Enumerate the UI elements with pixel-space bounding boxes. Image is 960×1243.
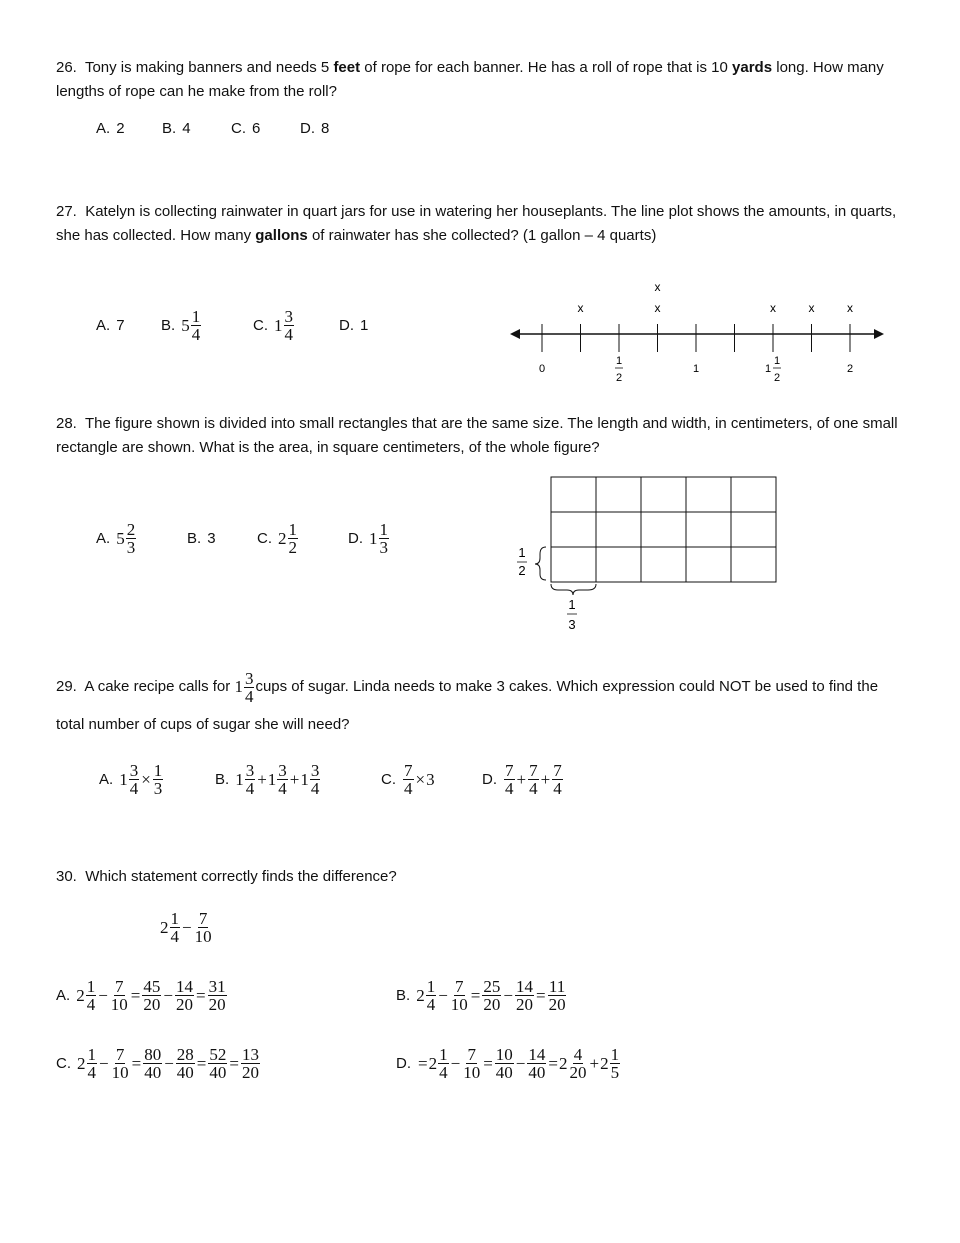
line-plot-x-mark: x bbox=[770, 301, 776, 315]
tick-label-half-num: 1 bbox=[615, 355, 623, 367]
q30-text: Which statement correctly finds the difference? bbox=[85, 868, 397, 885]
data-marks bbox=[578, 280, 854, 315]
tick-label-1half-num: 1 bbox=[773, 355, 781, 367]
q29-choices bbox=[99, 762, 564, 797]
q27-bold-gallons: gallons bbox=[255, 227, 308, 244]
tick-marks bbox=[542, 324, 850, 352]
q26-choices bbox=[96, 120, 329, 137]
q27-choice-d[interactable]: D. 1 bbox=[339, 317, 369, 334]
q29-choice-d[interactable]: D. $\frac{7}{4}$ + $\frac{7}{4}$ + $\frac{7}{4}$ bbox=[482, 761, 562, 798]
small-rectangle bbox=[596, 547, 641, 582]
small-rectangle bbox=[641, 477, 686, 512]
q27-text-b: of rainwater has she collected? (1 gallon – 4 quarts) bbox=[307, 227, 657, 244]
question-28 bbox=[56, 412, 906, 460]
q26-text-a: Tony is making banners and needs 5 bbox=[84, 59, 334, 76]
width-brace-icon bbox=[535, 547, 546, 580]
q28-choice-a[interactable]: A. 5 $\frac{2}{3}$ bbox=[96, 520, 136, 557]
right-arrow-icon bbox=[874, 329, 884, 339]
length-label-num: 1 bbox=[568, 597, 576, 612]
small-rectangle bbox=[641, 512, 686, 547]
q28-choice-d[interactable]: D. 1 $\frac{1}{3}$ bbox=[348, 520, 388, 557]
width-label-den: 2 bbox=[518, 563, 526, 578]
q30-choice-b[interactable]: B. 2 $\frac{1}{4}$ − $\frac{7}{10}$ = $\frac{25}{20}$ − $\frac{14}{20}$ = $\frac{11}{20}$ bbox=[396, 977, 566, 1014]
q29-text-b: cups of sugar. Linda needs to make 3 cakes. Which expression could NOT be used to find the total number of cups of sugar she will need? bbox=[56, 678, 879, 734]
small-rectangle bbox=[686, 512, 731, 547]
q30-number: 30. bbox=[56, 868, 77, 885]
q30-expression: 2 $\frac{1}{4}$ − $\frac{7}{10}$ bbox=[160, 909, 212, 946]
tick-label-1: 1 bbox=[692, 363, 700, 375]
tick-label-0: 0 bbox=[538, 363, 546, 375]
length-label-den: 3 bbox=[568, 617, 576, 632]
line-plot-x-mark: x bbox=[577, 301, 584, 315]
q28-choice-b[interactable]: B. 3 bbox=[187, 530, 216, 547]
q27-choice-c[interactable]: C. 1 $\frac{3}{4}$ bbox=[253, 307, 293, 344]
q29-number: 29. bbox=[56, 678, 77, 695]
q29-choice-a[interactable]: A. 1 $\frac{3}{4}$ × $\frac{1}{3}$ bbox=[99, 761, 163, 798]
q26-bold-yards: yards bbox=[732, 59, 773, 76]
tick-label-half-den: 2 bbox=[615, 372, 623, 384]
small-rectangle bbox=[686, 477, 731, 512]
small-rectangle bbox=[731, 477, 776, 512]
q26-choice-a[interactable]: A. 2 bbox=[96, 120, 125, 137]
q26-choice-c[interactable]: C. 6 bbox=[231, 120, 261, 137]
small-rectangle bbox=[551, 477, 596, 512]
q26-text-c: long. How many lengths of rope can he make from the roll? bbox=[56, 59, 884, 100]
q30-choice-a[interactable]: A. 2 $\frac{1}{4}$ − $\frac{7}{10}$ = $\frac{45}{20}$ − $\frac{14}{20}$ = $\frac{31}{20}$ bbox=[56, 977, 226, 1014]
q28-text: The figure shown is divided into small rectangles that are the same size. The length and width, in centimeters, of one small rectangle are shown. What is the area, in square centimeters, of the whole figure? bbox=[56, 415, 898, 456]
q26-choice-b[interactable]: B. 4 bbox=[162, 120, 191, 137]
q29-text-a: A cake recipe calls for bbox=[84, 678, 235, 695]
line-plot-x-mark: x bbox=[847, 301, 853, 315]
q28-choice-c[interactable]: C. 2 $\frac{1}{2}$ bbox=[257, 520, 297, 557]
small-rectangle bbox=[596, 512, 641, 547]
question-29: 29. A cake recipe calls for 1 $\frac{3}{4}$ cups of sugar. Linda needs to make 3 cakes. Which expression could NOT be used to find the total number of cups of sugar she will need? bbox=[56, 668, 879, 734]
q27-choice-b[interactable]: B. 5 $\frac{1}{4}$ bbox=[161, 307, 201, 344]
small-rectangle bbox=[731, 547, 776, 582]
small-rectangle bbox=[551, 512, 596, 547]
q30-choice-c[interactable]: C. 2 $\frac{1}{4}$ − $\frac{7}{10}$ = $\frac{80}{40}$ − $\frac{28}{40}$ = $\frac{52}{40}$ = $\frac{13}{20}$ bbox=[56, 1045, 259, 1082]
line-plot-x-mark: x bbox=[654, 301, 661, 315]
width-label-num: 1 bbox=[518, 545, 526, 560]
small-rectangle bbox=[731, 512, 776, 547]
q30-choice-d[interactable]: D. = 2 $\frac{1}{4}$ − $\frac{7}{10}$ = $\frac{10}{40}$ − $\frac{14}{40}$ = 2 $\frac{4}{20}$ + 2 $\frac{1}{5}$ bbox=[396, 1045, 620, 1082]
q29-choice-c[interactable]: C. $\frac{7}{4}$ × 3 bbox=[381, 761, 435, 798]
line-plot-x-mark: x bbox=[654, 280, 661, 294]
tick-label-1half-den: 2 bbox=[773, 372, 781, 384]
rectangle-grid bbox=[551, 477, 776, 582]
tick-label-1half-whole: 1 bbox=[764, 363, 772, 375]
length-brace-icon bbox=[551, 584, 596, 595]
q28-choices bbox=[96, 521, 390, 556]
line-plot-x-mark: x bbox=[808, 301, 815, 315]
q26-text-b: of rope for each banner. He has a roll of rope that is 10 bbox=[360, 59, 733, 76]
left-arrow-icon bbox=[510, 329, 520, 339]
q27-choice-a[interactable]: A. 7 bbox=[96, 317, 125, 334]
rectangle-figure bbox=[510, 472, 790, 642]
q27-text-a: Katelyn is collecting rainwater in quart jars for use in watering her houseplants. The line plot shows the amounts, in quarts, she has collected. How many bbox=[56, 203, 897, 244]
line-plot bbox=[500, 278, 900, 390]
small-rectangle bbox=[641, 547, 686, 582]
question-27 bbox=[56, 200, 906, 248]
small-rectangle bbox=[686, 547, 731, 582]
q28-number: 28. bbox=[56, 415, 77, 432]
q27-number: 27. bbox=[56, 203, 77, 220]
question-26 bbox=[56, 56, 906, 104]
q29-choice-b[interactable]: B. 1 $\frac{3}{4}$ + 1 $\frac{3}{4}$ + 1 $\frac{3}{4}$ bbox=[215, 761, 320, 798]
q27-choices bbox=[96, 308, 368, 343]
tick-label-2: 2 bbox=[846, 363, 854, 375]
q26-choice-d[interactable]: D. 8 bbox=[300, 120, 330, 137]
question-30 bbox=[56, 865, 906, 889]
small-rectangle bbox=[551, 547, 596, 582]
q26-bold-feet: feet bbox=[333, 59, 361, 76]
small-rectangle bbox=[596, 477, 641, 512]
q26-number: 26. bbox=[56, 59, 77, 76]
